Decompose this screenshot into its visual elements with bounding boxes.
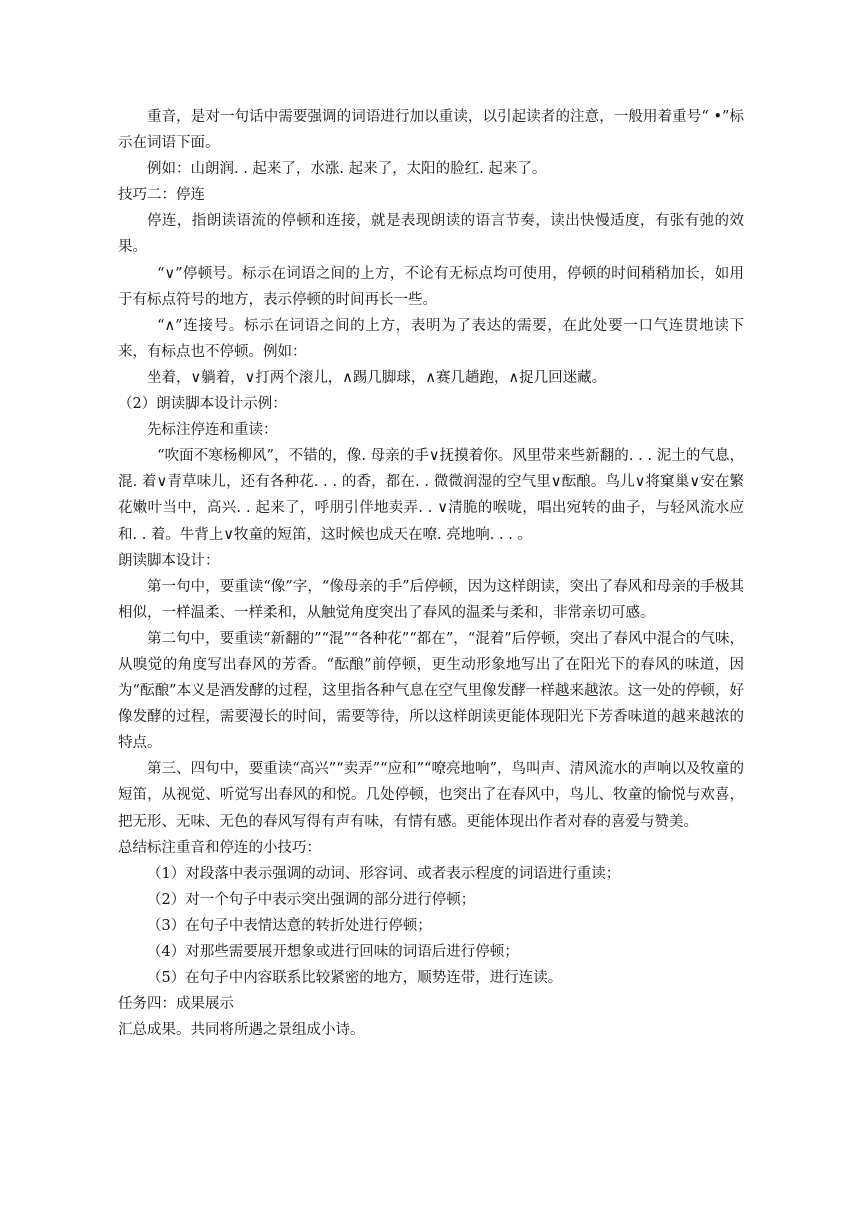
paragraph: 任务四：成果展示 [118, 996, 234, 1013]
document-body [118, 104, 744, 1043]
paragraph: （2）朗读脚本设计示例： [118, 396, 287, 413]
paragraph: 先标注停连和重读： [147, 422, 278, 439]
paragraph: “∨”停顿号。标示在词语之间的上方，不论有无标点均可使用，停顿的时间稍稍加长，如用于有标点符号的地方，表示停顿的时间再长一些。 [118, 265, 744, 308]
paragraph: 第三、四句中，要重读“高兴”“卖弄”“应和”“嘹亮地响”，鸟叫声、清风流水的声响以及牧童的短笛，从视觉、听觉写出春风的和悦。几处停顿，也突出了在春风中，鸟儿、牧童的愉悦与欢喜，把无形、无味、无色的春风写得有声有味，有情有感。更能体现出作者对春的喜爱与赞美。 [118, 761, 744, 830]
paragraph: 第一句中，要重读“像”字，“像母亲的手”后停顿，因为这样朗读，突出了春风和母亲的手极其相似，一样温柔、一样柔和，从触觉角度突出了春风的温柔与柔和，非常亲切可感。 [118, 578, 744, 621]
paragraph: 停连，指朗读语流的停顿和连接，就是表现朗读的语言节奏，读出快慢适度，有张有弛的效果。 [118, 213, 744, 256]
paragraph: 技巧二：停连 [118, 187, 205, 204]
paragraph: 坐着，∨躺着，∨打两个滚儿，∧踢几脚球，∧赛几趟跑，∧捉几回迷藏。 [147, 369, 607, 386]
paragraph: 总结标注重音和停连的小技巧： [118, 839, 321, 856]
paragraph: “吹面不寒杨柳风”，不错的，像. 母亲的手∨抚摸着你。风里带来些新翻的. . . 泥土的气息，混. 着∨青草味儿，还有各种花. . . 的香，都在. . 微微润湿的空气里∨酝酿。鸟儿∨将窠巢∨安在繁花嫩叶当中，高兴. . 起来了，呼朋引伴地卖弄. . ∨清脆的喉咙，唱出宛转的曲子，与轻风流水应和. . 着。牛背上∨牧童的短笛，这时候也成天在嘹. 亮地响. . . 。 [118, 448, 744, 543]
paragraph: （2）对一个句子中表示突出强调的部分进行停顿； [147, 891, 476, 908]
paragraph: （3）在句子中表情达意的转折处进行停顿； [147, 917, 432, 934]
paragraph: 例如：山朗润. . 起来了，水涨. 起来了，太阳的脸红. 起来了。 [147, 161, 547, 178]
paragraph: 第二句中，要重读“新翻的”“混”“各种花”“都在”，“混着”后停顿，突出了春风中混合的气味，从嗅觉的角度写出春风的芳香。“酝酿”前停顿，更生动形象地写出了在阳光下的春风的味道，因为“酝酿”本义是酒发酵的过程，这里指各种气息在空气里像发酵一样越来越浓。这一处的停顿，好像发酵的过程，需要漫长的时间，需要等待，所以这样朗读更能体现阳光下芳香味道的越来越浓的特点。 [118, 630, 744, 752]
paragraph: （1）对段落中表示强调的动词、形容词、或者表示程度的词语进行重读； [147, 865, 621, 882]
paragraph: 重音，是对一句话中需要强调的词语进行加以重读，以引起读者的注意，一般用着重号“ •”标示在词语下面。 [118, 109, 744, 152]
paragraph: （4）对那些需要展开想象或进行回味的词语后进行停顿； [147, 944, 519, 960]
paragraph: 朗读脚本设计： [118, 552, 220, 569]
paragraph: （5）在句子中内容联系比较紧密的地方，顺势连带，进行连读。 [147, 970, 563, 987]
paragraph: “∧”连接号。标示在词语之间的上方，表明为了表达的需要，在此处要一口气连贯地读下来，有标点也不停顿。例如： [118, 317, 744, 360]
paragraph: 汇总成果。共同将所遇之景组成小诗。 [118, 1022, 365, 1039]
